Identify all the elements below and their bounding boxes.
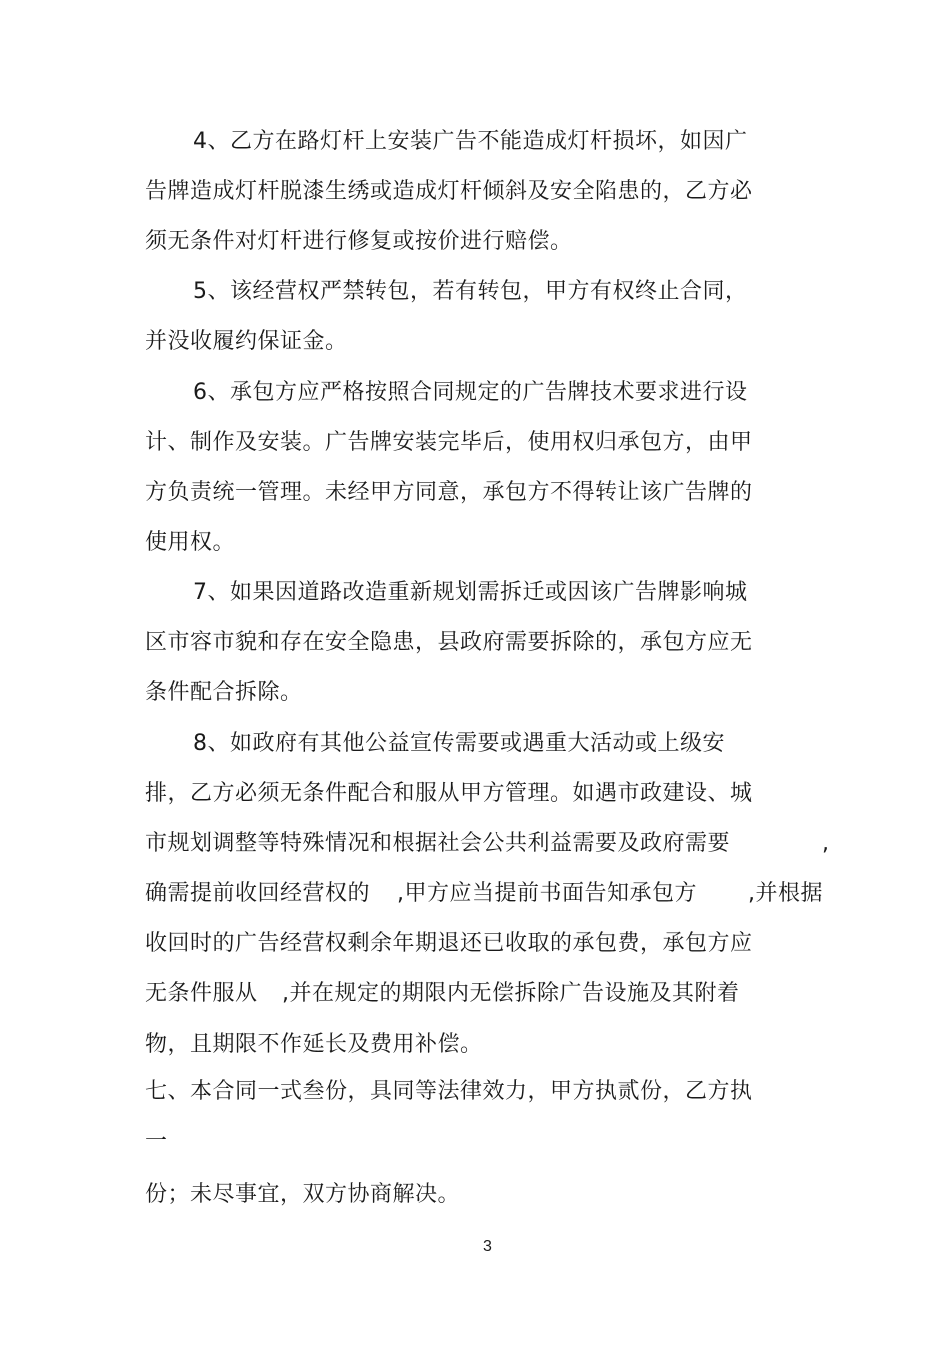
clause-4-line-2: 告牌造成灯杆脱漆生绣或造成灯杆倾斜及安全陷患的，乙方必	[145, 179, 753, 204]
clause-8-line-1: 8、如政府有其他公益宣传需要或遇重大活动或上级安	[193, 731, 725, 756]
clause-6-line-2: 计、制作及安装。广告牌安装完毕后，使用权归承包方，由甲	[145, 430, 753, 455]
clause-8-line-7: 物，且期限不作延长及费用补偿。	[145, 1032, 483, 1057]
clause-8-line-4-part-1: 确需提前收回经营权的	[145, 881, 371, 906]
clause-8-line-4-part-3: ,并根据	[748, 881, 823, 906]
clause-4-line-3: 须无条件对灯杆进行修复或按价进行赔偿。	[145, 229, 573, 254]
clause-8-line-5: 收回时的广告经营权剩余年期退还已收取的承包费，承包方应	[145, 931, 753, 956]
clause-8-line-3: 市规划调整等特殊情况和根据社会公共利益需要及政府需要	[145, 831, 731, 856]
article-7-line-3: 份；未尽事宜，双方协商解决。	[145, 1182, 461, 1207]
page-number: 3	[483, 1238, 492, 1255]
clause-7-line-2: 区市容市貌和存在安全隐患，县政府需要拆除的，承包方应无	[145, 630, 753, 655]
clause-5-line-2: 并没收履约保证金。	[145, 329, 348, 354]
clause-5-line-1: 5、该经营权严禁转包，若有转包，甲方有权终止合同，	[193, 279, 748, 304]
clause-8-line-6-part-2: ,并在规定的期限内无偿拆除广告设施及其附着	[282, 981, 740, 1006]
clause-8-line-2: 排，乙方必须无条件配合和服从甲方管理。如遇市政建设、城	[145, 781, 753, 806]
clause-6-line-3: 方负责统一管理。未经甲方同意，承包方不得转让该广告牌的	[145, 480, 753, 505]
article-7-line-1: 七、本合同一式叁份，具同等法律效力，甲方执贰份，乙方执	[145, 1079, 753, 1104]
clause-8-line-4-part-2: ,甲方应当提前书面告知承包方	[397, 881, 697, 906]
clause-7-line-3: 条件配合拆除。	[145, 680, 303, 705]
clause-8-line-3-comma: ,	[822, 831, 830, 856]
clause-6-line-4: 使用权。	[145, 530, 236, 555]
clause-6-line-1: 6、承包方应严格按照合同规定的广告牌技术要求进行设	[193, 380, 748, 405]
clause-8-line-6-part-1: 无条件服从	[145, 981, 258, 1006]
article-7-line-2: 一	[145, 1129, 168, 1154]
clause-7-line-1: 7、如果因道路改造重新规划需拆迁或因该广告牌影响城	[193, 580, 748, 605]
clause-4-line-1: 4、乙方在路灯杆上安装广告不能造成灯杆损坏，如因广	[193, 129, 748, 154]
